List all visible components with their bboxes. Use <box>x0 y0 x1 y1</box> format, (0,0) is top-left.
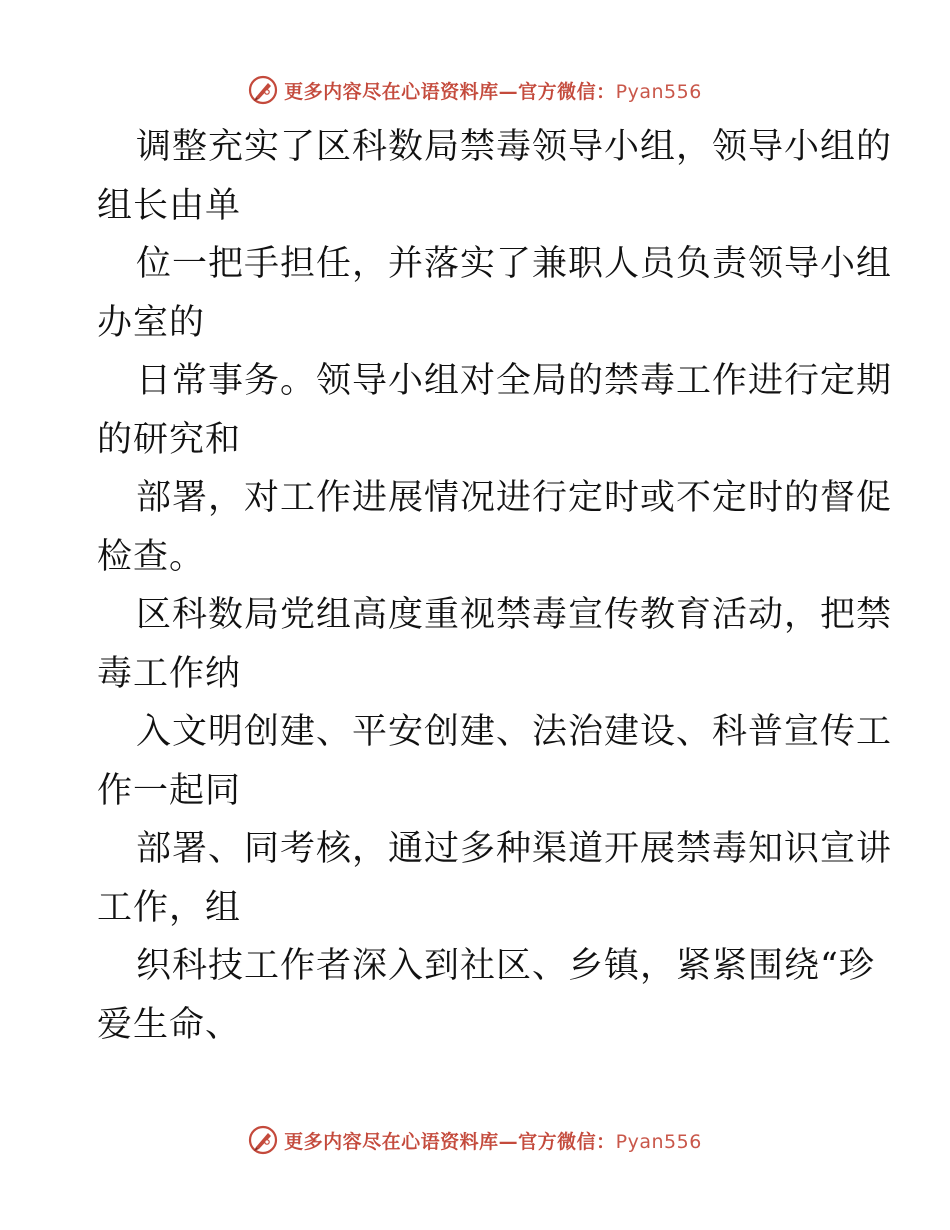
text-line: 爱生命、 <box>97 1004 242 1045</box>
watermark-text: 更多内容尽在心语资料库—官方微信：Pyan556 <box>284 80 702 103</box>
text-line: 位一把手担任，并落实了兼职人员负责领导小组 <box>136 244 893 284</box>
document-body <box>97 118 893 1054</box>
text-line: 办室的 <box>97 302 206 343</box>
text-line: 毒工作纳 <box>97 653 242 694</box>
text-line: 组长由单 <box>97 185 242 226</box>
quill-seal-icon <box>248 1125 278 1155</box>
text-line: 织科技工作者深入到社区、乡镇，紧紧围绕“珍 <box>136 946 875 986</box>
quill-seal-icon <box>248 75 278 105</box>
footer-watermark <box>0 1122 950 1158</box>
header-watermark <box>0 72 950 108</box>
text-line: 部署、同考核，通过多种渠道开展禁毒知识宣讲 <box>136 829 893 869</box>
text-line: 区科数局党组高度重视禁毒宣传教育活动，把禁 <box>136 595 893 635</box>
text-line: 检查。 <box>97 536 206 577</box>
text-line: 作一起同 <box>97 770 242 811</box>
watermark-text: 更多内容尽在心语资料库—官方微信：Pyan556 <box>284 1130 702 1153</box>
text-line: 调整充实了区科数局禁毒领导小组，领导小组的 <box>136 127 893 167</box>
text-line: 的研究和 <box>97 419 242 460</box>
text-line: 入文明创建、平安创建、法治建设、科普宣传工 <box>136 712 893 752</box>
text-line: 日常事务。领导小组对全局的禁毒工作进行定期 <box>136 361 893 401</box>
text-line: 工作，组 <box>97 887 242 928</box>
text-line: 部署，对工作进展情况进行定时或不定时的督促 <box>136 478 893 518</box>
